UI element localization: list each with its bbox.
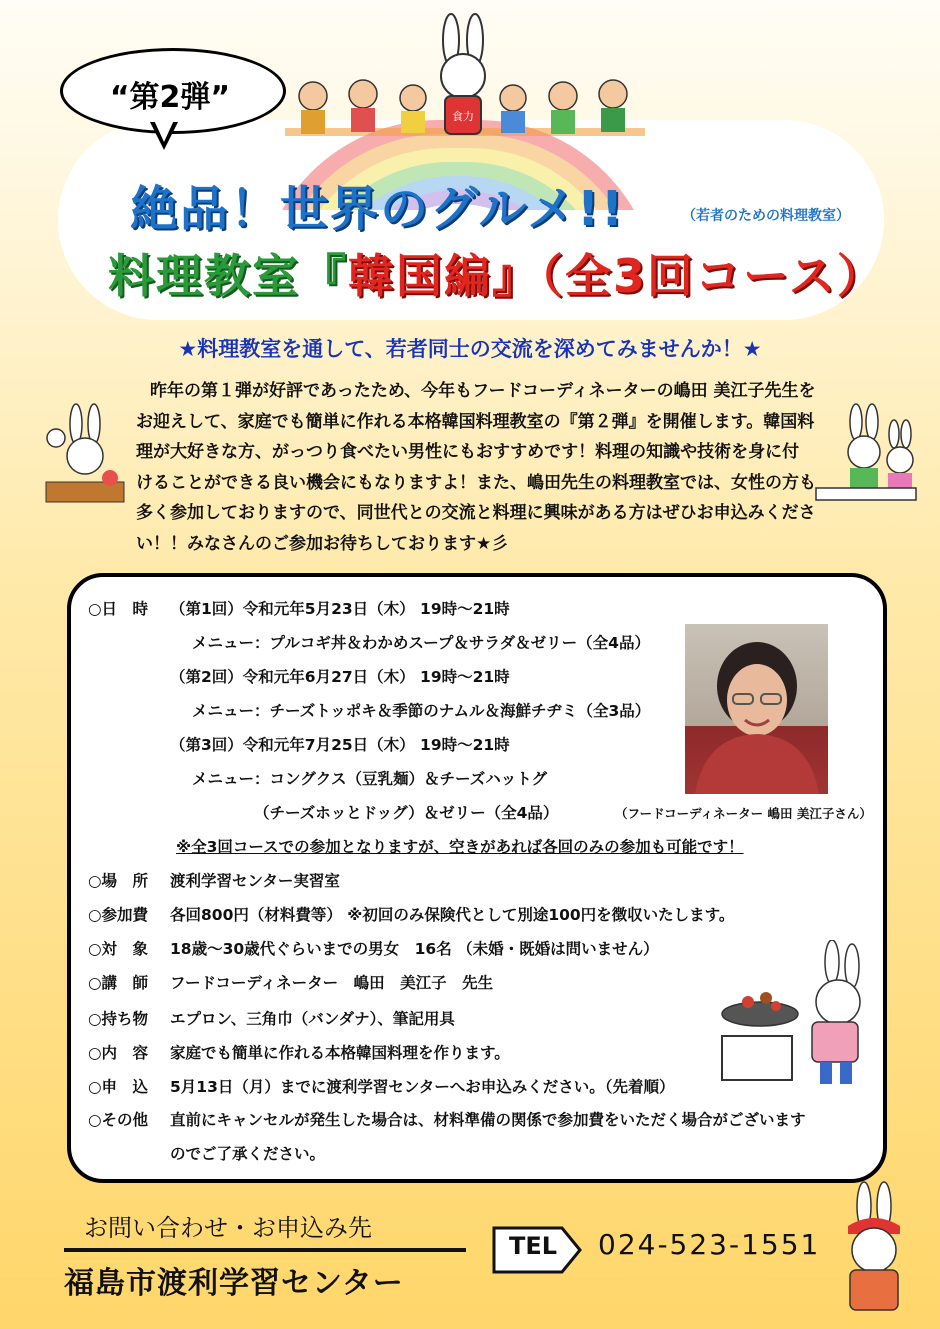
fee-row — [88, 903, 734, 925]
fee-value: 各回800円（材料費等） ※初回のみ保険代として別途100円を徴収いたします。 — [170, 906, 735, 924]
session1: （第1回）令和元年5月23日（木） 19時～21時 — [170, 600, 510, 618]
session2: （第2回）令和元年6月27日（木） 19時～21時 — [170, 668, 510, 686]
schedule-row — [88, 597, 510, 619]
phone-number[interactable]: 024-523-1551 — [598, 1228, 821, 1261]
children-rabbit-illustration — [285, 10, 645, 140]
instructor-portrait-icon — [685, 624, 828, 794]
apply-label: ○申 込 — [88, 1078, 149, 1096]
inquiry-label: お問い合わせ・お申込み先 — [84, 1214, 372, 1242]
rabbit-mascot-icon — [441, 14, 485, 134]
lecturer-value: フードコーディネーター 嶋田 美江子 先生 — [170, 974, 494, 992]
photo-caption: （フードコーディネーター 嶋田 美江子さん） — [615, 806, 872, 821]
lecturer-row — [88, 971, 493, 993]
other-value-1: 直前にキャンセルが発生した場合は、材料準備の関係で参加費をいただく場合がございます — [170, 1111, 806, 1129]
note-row — [176, 835, 744, 857]
items-value: エプロン、三角巾（バンダナ）、筆記用具 — [170, 1010, 455, 1028]
apply-row — [88, 1075, 675, 1097]
place-value: 渡利学習センター実習室 — [170, 872, 340, 890]
title-line2-c: 』（全3回コース） — [492, 249, 885, 303]
fee-label: ○参加費 — [88, 906, 149, 924]
menu2: メニュー：チーズトッポキ＆季節のナムル＆海鮮チヂミ（全3品） — [192, 702, 651, 720]
content-value: 家庭でも簡単に作れる本格韓国料理を作ります。 — [170, 1044, 510, 1062]
tel-label: TEL — [508, 1232, 558, 1260]
tagline: ★料理教室を通して、若者同士の交流を深めてみませんか！★ — [178, 337, 762, 361]
menu3a: メニュー：コングクス（豆乳麺）＆チーズハットグ — [192, 770, 547, 788]
participation-note: ※全3回コースでの参加となりますが、空きがあれば各回のみの参加も可能です！ — [176, 838, 744, 856]
organization-name: 福島市渡利学習センター — [64, 1266, 404, 1301]
other-value-2: のでご了承ください。 — [170, 1145, 326, 1163]
items-label: ○持ち物 — [88, 1010, 149, 1028]
child-figure-icon — [549, 82, 577, 134]
footer-divider — [64, 1248, 466, 1252]
child-figure-icon — [299, 82, 327, 134]
rabbits-cooking-illustration — [814, 402, 918, 507]
content-label: ○内 容 — [88, 1044, 149, 1062]
title-line2 — [108, 240, 885, 306]
title-line1: 絶品！世界のグルメ!! — [130, 181, 625, 237]
items-row — [88, 1007, 455, 1029]
instructor-photo — [685, 624, 828, 794]
schedule-label: ○日 時 — [88, 600, 149, 618]
title-note: （若者のための料理教室） — [682, 208, 850, 224]
apply-value: 5月13日（月）までに渡利学習センターへお申込みください。（先着順） — [170, 1078, 675, 1096]
content-row — [88, 1041, 510, 1063]
badge-bubble-tail-inner — [153, 118, 175, 142]
title-line2-a: 料理教室『 — [108, 249, 348, 303]
session3: （第3回）令和元年7月25日（木） 19時～21時 — [170, 736, 510, 754]
place-label: ○場 所 — [88, 872, 149, 890]
other-row — [88, 1108, 806, 1130]
child-figure-icon — [599, 80, 627, 132]
target-value: 18歳～30歳代ぐらいまでの男女 16名 （未婚・既婚は問いません） — [170, 940, 659, 958]
badge-text: “第2弾” — [109, 80, 231, 115]
intro-paragraph: 昨年の第１弾が好評であったため、今年もフードコーディネーターの嶋田 美江子先生をお迎えして、家庭でも簡単に作れる本格韓国料理教室の『第２弾』を開催します。韓国料理が大好きな方、がっつり食べたい男性にもおすすめです！料理の知識や技術を身に付けることができる良い機会にもなりますよ！また、嶋田先生の料理教室では、女性の方も多く参加しておりますので、同世代との交流と料理に興味がある方はぜひお申込みください！！みなさんのご参加お待ちしております★彡 — [136, 381, 816, 554]
menu1: メニュー：プルコギ丼＆わかめスープ＆サラダ＆ゼリー（全4品） — [192, 634, 650, 652]
child-figure-icon — [400, 85, 426, 133]
lecturer-label: ○講 師 — [88, 974, 149, 992]
rabbit-chef-illustration — [712, 940, 877, 1090]
target-label: ○対 象 — [88, 940, 149, 958]
rabbit-mascot-footer-icon — [822, 1180, 922, 1320]
menu3b: （チーズホッとドッグ）＆ゼリー（全4品） — [254, 804, 559, 822]
apron-text: 食力 — [452, 110, 474, 123]
place-row — [88, 869, 340, 891]
rabbit-eating-illustration — [40, 400, 130, 515]
other-label: ○その他 — [88, 1111, 149, 1129]
target-row — [88, 937, 659, 959]
child-figure-icon — [500, 85, 526, 133]
child-figure-icon — [349, 80, 377, 132]
title-line2-b: 韓国編 — [348, 249, 492, 303]
